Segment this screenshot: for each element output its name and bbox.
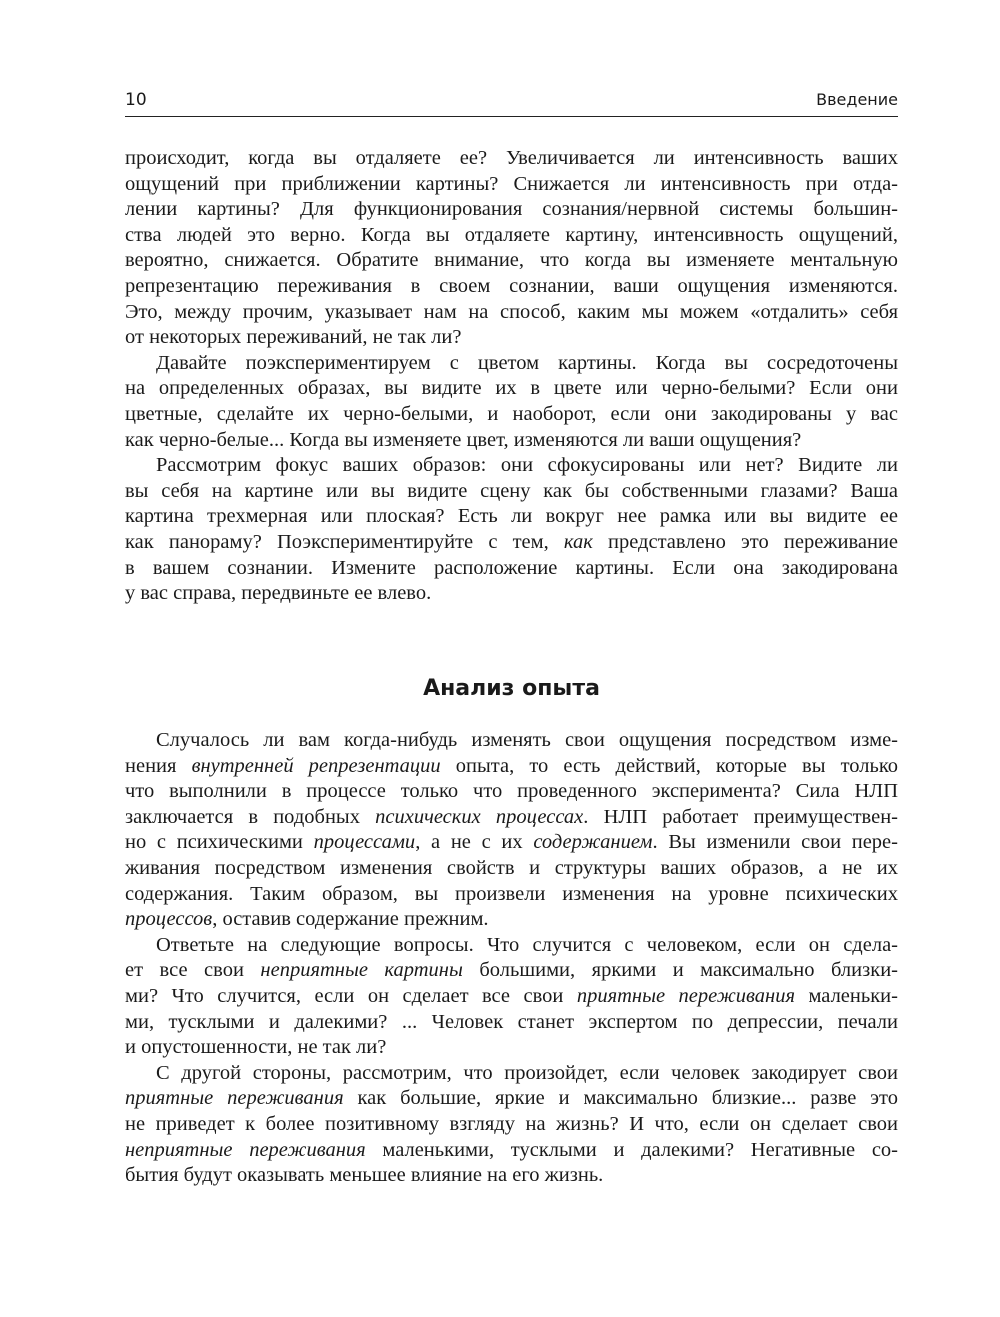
text-line: ми, тусклыми и далекими? ... Человек станет экспертом по депрессии, печали [125, 1010, 898, 1033]
emphasis: содержанием [533, 831, 653, 854]
section-heading: Анализ опыта [423, 676, 600, 701]
emphasis: внутренней репрезентации [191, 754, 441, 777]
text-line: ми? Что случится, если он сделает все свои приятные переживания маленьки- [125, 984, 898, 1007]
emphasis: как [563, 530, 593, 553]
text-line: вероятно, снижается. Обратите внимание, что когда вы изменяете ментальную [125, 249, 898, 272]
text-line: лении картины? Для функционирования сознания/нервной системы большин- [125, 198, 898, 221]
text-line: и опустошенности, не так ли? [125, 1036, 387, 1059]
text-line: вы себя на картине или вы видите сцену как бы собственными глазами? Ваша [125, 479, 898, 502]
emphasis: психических процессах [375, 805, 584, 828]
text-line: заключается в подобных психических процессах. НЛП работает преимуществен- [125, 805, 898, 828]
emphasis: неприятные картины [260, 959, 463, 982]
text-line: но с психическими процессами, а не с их содержанием. Вы изменили свои пере- [125, 831, 898, 854]
text-line: от некоторых переживаний, не так ли? [125, 326, 462, 349]
text-line: репрезентацию переживания в своем сознании, ваши ощущения изменяются. [125, 274, 898, 297]
text-line: как панораму? Поэкспериментируйте с тем, как представлено это переживание [125, 530, 898, 553]
text-line: Ответьте на следующие вопросы. Что случится с человеком, если он сдела- [156, 933, 898, 956]
text-line: живания посредством изменения свойств и структуры ваших образов, а не их [125, 856, 898, 879]
text-line: на определенных образах, вы видите их в цвете или черно-белыми? Если они [125, 377, 898, 400]
text-line: происходит, когда вы отдаляете ее? Увеличивается ли интенсивность ваших [125, 147, 898, 169]
text-line: нения внутренней репрезентации опыта, то есть действий, которые вы только [125, 754, 898, 777]
body-text-section-2 [125, 728, 898, 1189]
text-line: в вашем сознании. Измените расположение картины. Если она закодирована [125, 556, 898, 579]
text-line: что выполнили в процессе только что проведенного эксперимента? Сила НЛП [125, 780, 898, 803]
text-line: содержания. Таким образом, вы произвели изменения на уровне психических [125, 882, 898, 905]
body-text-section-1 [125, 146, 898, 607]
text-line: Это, между прочим, указывает нам на способ, каким мы можем «отдалить» себя [125, 300, 898, 323]
text-line: приятные переживания как большие, яркие и максимально близкие... разве это [125, 1087, 899, 1110]
text-line: Случалось ли вам когда-нибудь изменять свои ощущения посредством изме- [156, 729, 898, 751]
text-line: ет все свои неприятные картины большими, яркими и максимально близки- [125, 959, 898, 982]
text-line: цветные, сделайте их черно-белыми, и наоборот, если они закодированы у вас [125, 402, 898, 425]
emphasis: процессами [313, 831, 416, 854]
emphasis: приятные переживания [576, 984, 795, 1007]
text-line: картина трехмерная или плоская? Есть ли вокруг нее рамка или вы видите ее [125, 505, 898, 528]
text-line: не приведет к более позитивному взгляду на жизнь? И что, если он сделает свои [125, 1112, 898, 1135]
text-line: ства людей это верно. Когда вы отдаляете картину, интенсивность ощущений, [125, 223, 898, 246]
text-line: бытия будут оказывать меньшее влияние на его жизнь. [125, 1164, 604, 1187]
text-line: ощущений при приближении картины? Снижается ли интенсивность при отда- [125, 172, 898, 195]
running-header [125, 88, 898, 117]
text-line: процессов, оставив содержание прежним. [125, 908, 489, 931]
emphasis: приятные переживания [125, 1087, 344, 1110]
emphasis: процессов [125, 908, 213, 931]
text-line: С другой стороны, рассмотрим, что произойдет, если человек закодирует свои [156, 1061, 898, 1084]
text-line: Давайте поэкспериментируем с цветом картины. Когда вы сосредоточены [156, 351, 898, 374]
text-line: как черно-белые... Когда вы изменяете цвет, изменяются ли ваши ощущения? [125, 428, 802, 451]
chapter-title: Введение [816, 90, 898, 109]
text-line: неприятные переживания маленькими, тусклыми и далекими? Негативные со- [125, 1138, 899, 1161]
emphasis: неприятные переживания [125, 1138, 366, 1161]
page-number: 10 [125, 90, 147, 110]
text-line: Рассмотрим фокус ваших образов: они сфокусированы или нет? Видите ли [156, 454, 898, 477]
text-line: у вас справа, передвиньте ее влево. [125, 582, 432, 605]
